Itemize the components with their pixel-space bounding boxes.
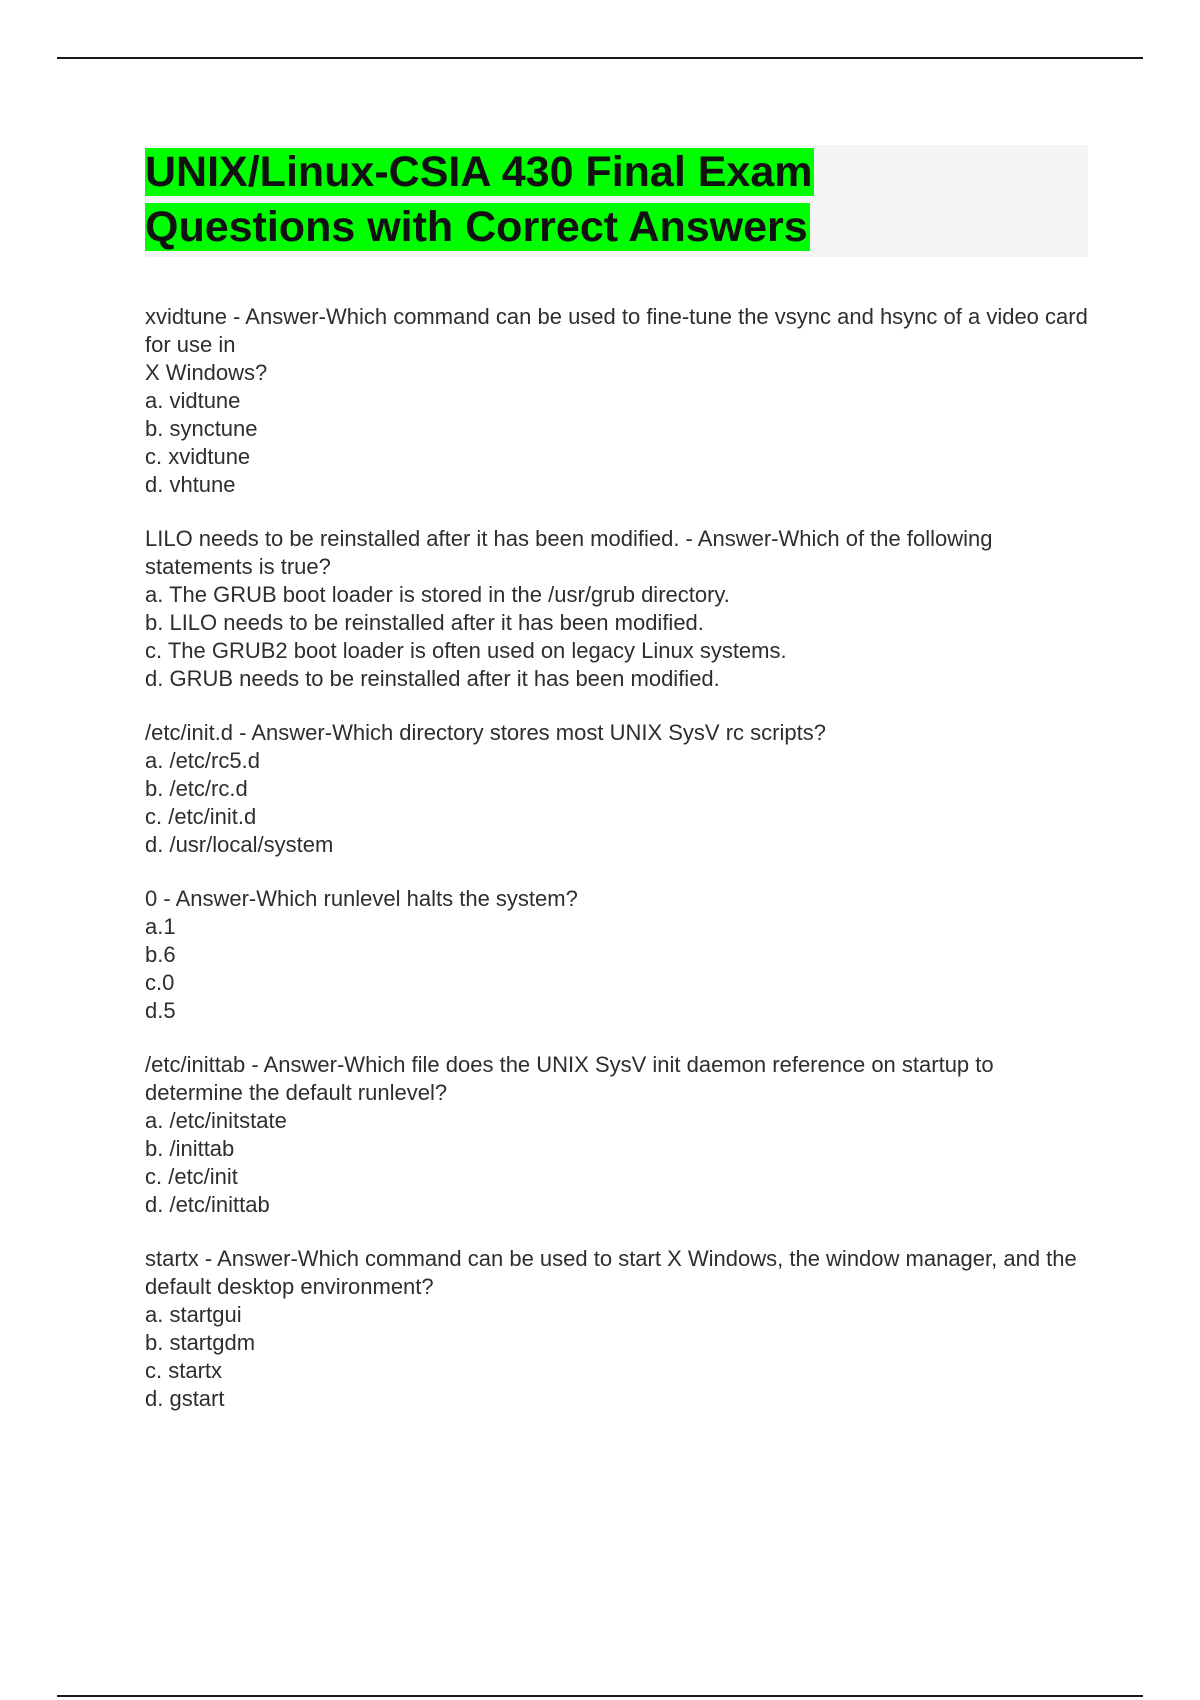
answer-option: b. /inittab [145,1136,235,1161]
answer-option: a. The GRUB boot loader is stored in the /usr/grub directory. [145,582,730,607]
answer-option: b. synctune [145,416,258,441]
title-line-2: Questions with Correct Answers [145,203,808,251]
answer-option: c. xvidtune [145,444,251,469]
question-item [145,1245,1095,1413]
title-line-1: UNIX/Linux-CSIA 430 Final Exam [145,148,813,196]
answer-option: d. vhtune [145,472,236,497]
answer-option: c. /etc/init [145,1164,238,1189]
top-rule [57,57,1143,59]
question-text: /etc/inittab - Answer-Which file does the UNIX SysV init daemon reference on startup to determine the default runlevel? [145,1052,994,1105]
answer-option: c. startx [145,1358,223,1383]
question-item [145,1051,1095,1219]
answer-option: a. startgui [145,1302,242,1327]
answer-option: d. gstart [145,1386,225,1411]
answer-option: b. LILO needs to be reinstalled after it has been modified. [145,610,704,635]
question-text: 0 - Answer-Which runlevel halts the system? [145,886,578,911]
question-item [145,303,1095,499]
question-item [145,885,1095,1025]
page-title [145,145,814,255]
answer-option: b. /etc/rc.d [145,776,248,801]
answer-option: d. GRUB needs to be reinstalled after it has been modified. [145,666,720,691]
answer-option: a. /etc/rc5.d [145,748,260,773]
answer-option: a.1 [145,914,176,939]
question-item [145,525,1095,693]
answer-option: d. /etc/inittab [145,1192,270,1217]
answer-option: b.6 [145,942,176,967]
bottom-rule [57,1695,1143,1697]
question-text-continued: X Windows? [145,360,268,385]
question-text: /etc/init.d - Answer-Which directory stores most UNIX SysV rc scripts? [145,720,826,745]
question-text: xvidtune - Answer-Which command can be used to fine-tune the vsync and hsync of a video card for use in [145,304,1088,357]
answer-option: a. vidtune [145,388,241,413]
answer-option: a. /etc/initstate [145,1108,287,1133]
question-text: LILO needs to be reinstalled after it has been modified. - Answer-Which of the following statements is true? [145,526,993,579]
answer-option: d.5 [145,998,176,1023]
question-item [145,719,1095,859]
answer-option: b. startgdm [145,1330,256,1355]
answer-option: c. The GRUB2 boot loader is often used on legacy Linux systems. [145,638,787,663]
answer-option: c. /etc/init.d [145,804,257,829]
answer-option: c.0 [145,970,175,995]
answer-option: d. /usr/local/system [145,832,334,857]
question-text: startx - Answer-Which command can be used to start X Windows, the window manager, and the default desktop environment? [145,1246,1077,1299]
question-list [145,303,1095,1439]
